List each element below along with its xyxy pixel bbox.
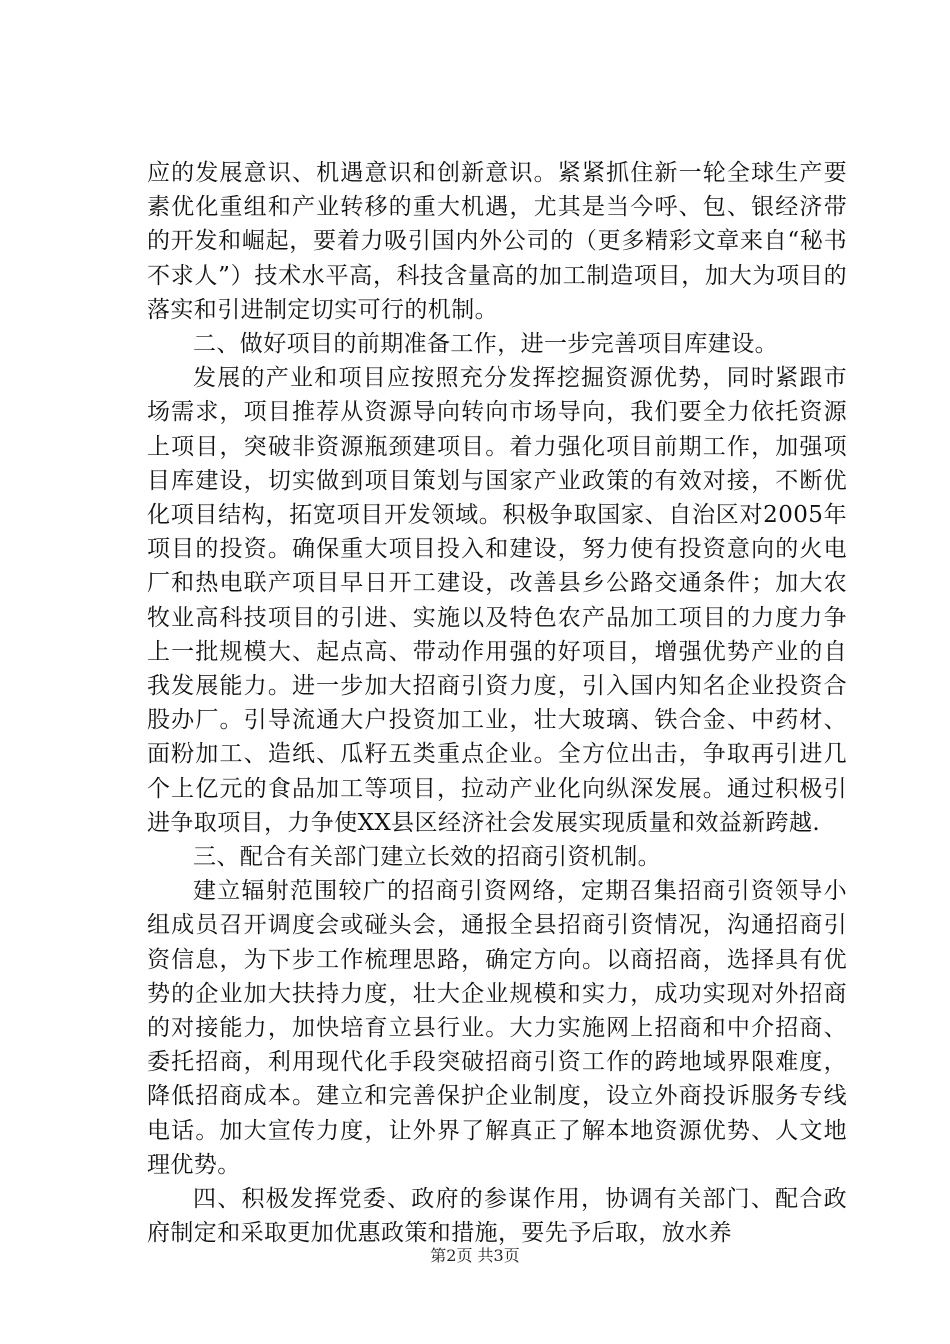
document-body xyxy=(147,156,847,1251)
heading-section-4: 四、积极发挥党委、政府的参谋作用，协调有关部门、配合政府制定和采取更加优惠政策和措施，要先予后取，放水养 xyxy=(147,1186,847,1247)
page-number-footer: 第2页 共3页 xyxy=(430,1246,520,1265)
paragraph-section-3: 建立辐射范围较广的招商引资网络，定期召集招商引资领导小组成员召开调度会或碰头会，通报全县招商引资情况，沟通招商引资信息，为下步工作梳理思路，确定方向。以商招商，选择具有优势的企业加大扶持力度，壮大企业规模和实力，成功实现对外招商的对接能力，加快培育立县行业。大力实施网上招商和中介招商、委托招商，利用现代化手段突破招商引资工作的跨地域界限难度，降低招商成本。建立和完善保护企业制度，设立外商投诉服务专线电话。加大宣传力度，让外界了解真正了解本地资源优势、人文地理优势。 xyxy=(147,878,847,1178)
paragraph-1: 应的发展意识、机遇意识和创新意识。紧紧抓住新一轮全球生产要素优化重组和产业转移的重大机遇，尤其是当今呼、包、银经济带的开发和崛起，要着力吸引国内外公司的（更多精彩文章来自“秘书不求人”）技术水平高，科技含量高的加工制造项目，加大为项目的落实和引进制定切实可行的机制。 xyxy=(147,160,847,323)
paragraph-section-2: 发展的产业和项目应按照充分发挥挖掘资源优势，同时紧跟市场需求，项目推荐从资源导向转向市场导向，我们要全力依托资源上项目，突破非资源瓶颈建项目。着力强化项目前期工作，加强项目库建设，切实做到项目策划与国家产业政策的有效对接，不断优化项目结构，拓宽项目开发领域。积极争取国家、自治区对2005年项目的投资。确保重大项目投入和建设，努力使有投资意向的火电厂和热电联产项目早日开工建设，改善县乡公路交通条件；加大农牧业高科技项目的引进、实施以及特色农产品加工项目的力度力争上一批规模大、起点高、带动作用强的好项目，增强优势产业的自我发展能力。进一步加大招商引资力度，引入国内知名企业投资合股办厂。引导流通大户投资加工业，壮大玻璃、铁合金、中药材、面粉加工、造纸、瓜籽五类重点企业。全方位出击，争取再引进几个上亿元的食品加工等项目，拉动产业化向纵深发展。通过积极引进争取项目，力争使XX县区经济社会发展实现质量和效益新跨越. xyxy=(147,365,847,836)
heading-section-2: 二、做好项目的前期准备工作，进一步完善项目库建设。 xyxy=(193,331,778,358)
heading-section-3: 三、配合有关部门建立长效的招商引资机制。 xyxy=(193,844,661,871)
